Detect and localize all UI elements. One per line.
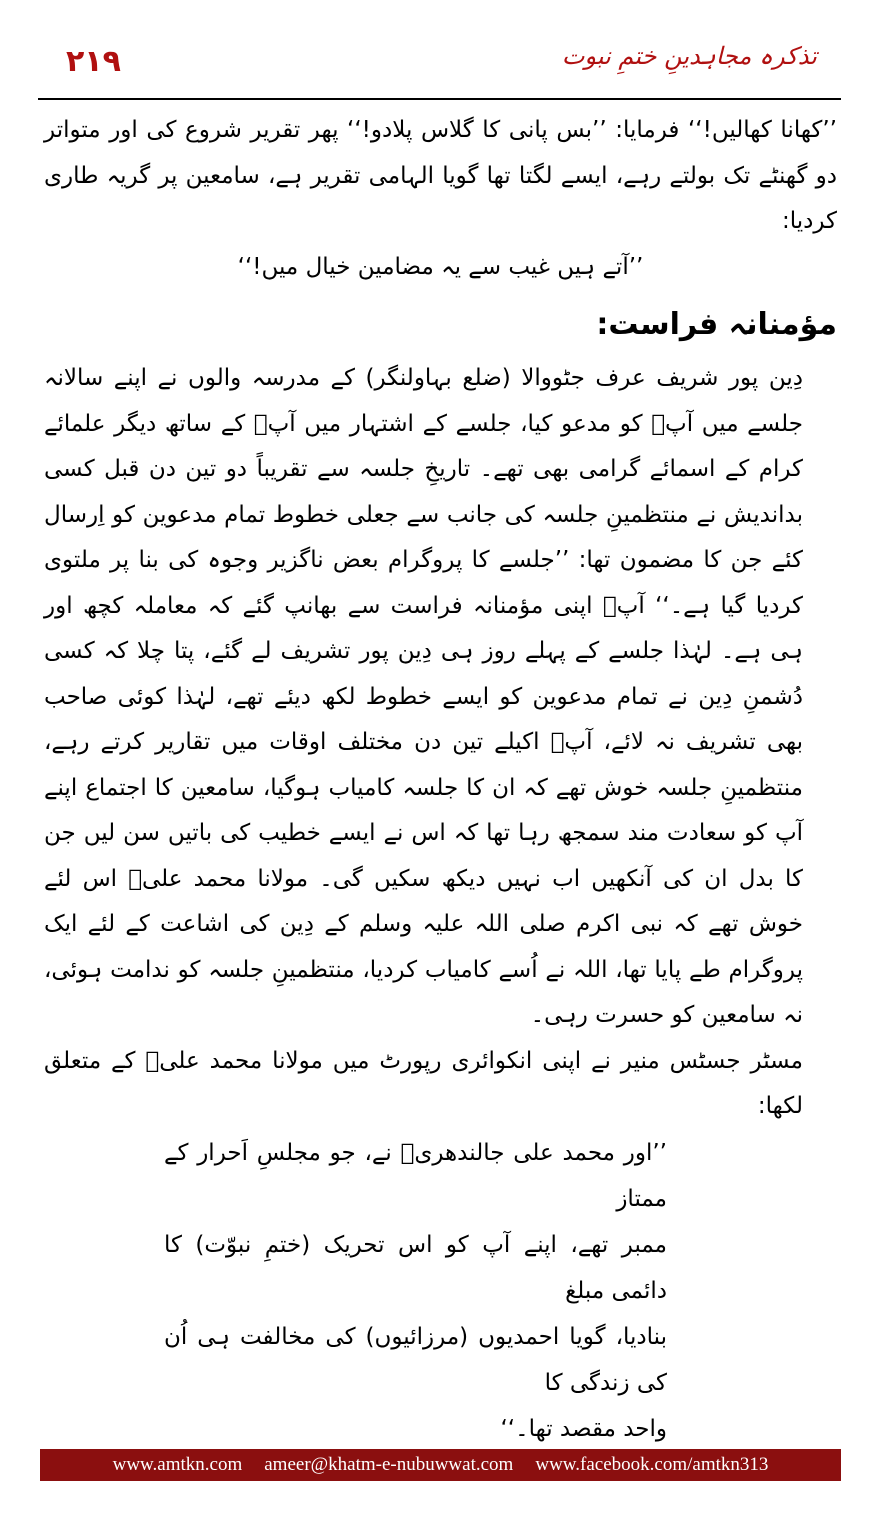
footer-bar (40, 1449, 841, 1481)
footer-email-link[interactable]: ameer@khatm-e-nubuwwat.com (264, 1454, 514, 1475)
running-title: تذکرہ مجاہدینِ ختمِ نبوت (561, 42, 817, 70)
page-number: ۲۱۹ (66, 44, 121, 79)
quote-line: ’’اور محمد علی جالندھریؒ نے، جو مجلسِ اَحرار کے ممتاز (164, 1139, 667, 1212)
page-body (44, 108, 837, 1452)
intro-paragraph: ’’کھانا کھالیں!‘‘ فرمایا: ’’بس پانی کا گلاس پلادو!‘‘ پھر تقریر شروع کی اور متواتر دو گھنٹے تک بولتے رہے، ایسے لگتا تھا گویا الہامی تقریر ہے، سامعین پر گریہ طاری کردیا: (44, 117, 837, 234)
body-paragraph: دِین پور شریف عرف جٹووالا (ضلع بہاولنگر) کے مدرسہ والوں نے اپنے سالانہ جلسے میں آپؒ کو مدعو کیا، جلسے کے اشتہار میں آپؒ کے ساتھ دیگر علمائے کرام کے اسمائے گرامی بھی تھے۔ تاریخِ جلسہ سے تقریباً دو تین دن قبل کسی بداندیش نے منتظمینِ جلسہ کی جانب سے جعلی خطوط تمام مدعوین کو اِرسال کئے جن کا مضمون تھا: ’’جلسے کا پروگرام بعض ناگزیر وجوہ کی بنا پر ملتوی کردیا گیا ہے۔‘‘ آپؒ اپنی مؤمنانہ فراست سے بھانپ گئے کہ معاملہ کچھ اور ہی ہے۔ لہٰذا جلسے کے پہلے روز ہی دِین پور تشریف لے گئے، پتا چلا کہ کسی دُشمنِ دِین نے تمام مدعوین کو ایسے خطوط لکھ دیئے تھے، لہٰذا کوئی صاحب بھی تشریف نہ لائے، آپؒ اکیلے تین دن مختلف اوقات میں تقاریر کرتے رہے، منتظمینِ جلسہ خوش تھے کہ ان کا جلسہ کامیاب ہوگیا، سامعین کا اجتماع اپنے آپ کو سعادت مند سمجھ رہا تھا کہ اس نے ایسے خطیب کی باتیں سن لیں جن کا بدل ان کی آنکھیں اب نہیں دیکھ سکیں گی۔ مولانا محمد علیؒ اس لئے خوش تھے کہ نبی اکرم صلی اللہ علیہ وسلم کے دِین کی اشاعت کے لئے ایک پروگرام طے پایا تھا، اللہ نے اُسے کامیاب کردیا، منتظمینِ جلسہ کو ندامت ہوئی، نہ سامعین کو حسرت رہی۔ (44, 365, 803, 1028)
verse-line: ’’آتے ہیں غیب سے یہ مضامین خیال میں!‘‘ (237, 253, 644, 280)
footer-facebook-link[interactable]: www.facebook.com/amtkn313 (535, 1454, 769, 1475)
report-intro: مسٹر جسٹس منیر نے اپنی انکوائری رپورٹ میں مولانا محمد علیؒ کے متعلق لکھا: (44, 1047, 803, 1119)
header-rule (38, 98, 841, 100)
quote-line: بنادیا، گویا احمدیوں (مرزائیوں) کی مخالفت ہی اُن کی زندگی کا (164, 1323, 667, 1396)
report-quote (44, 1130, 837, 1452)
quote-line: ممبر تھے، اپنے آپ کو اس تحریک (ختمِ نبوّت) کا دائمی مبلغ (164, 1231, 667, 1304)
quote-line: واحد مقصد تھا۔‘‘ (500, 1415, 667, 1442)
footer-website-link[interactable]: www.amtkn.com (112, 1454, 243, 1475)
section-heading: مؤمنانہ فراست: (596, 307, 837, 342)
